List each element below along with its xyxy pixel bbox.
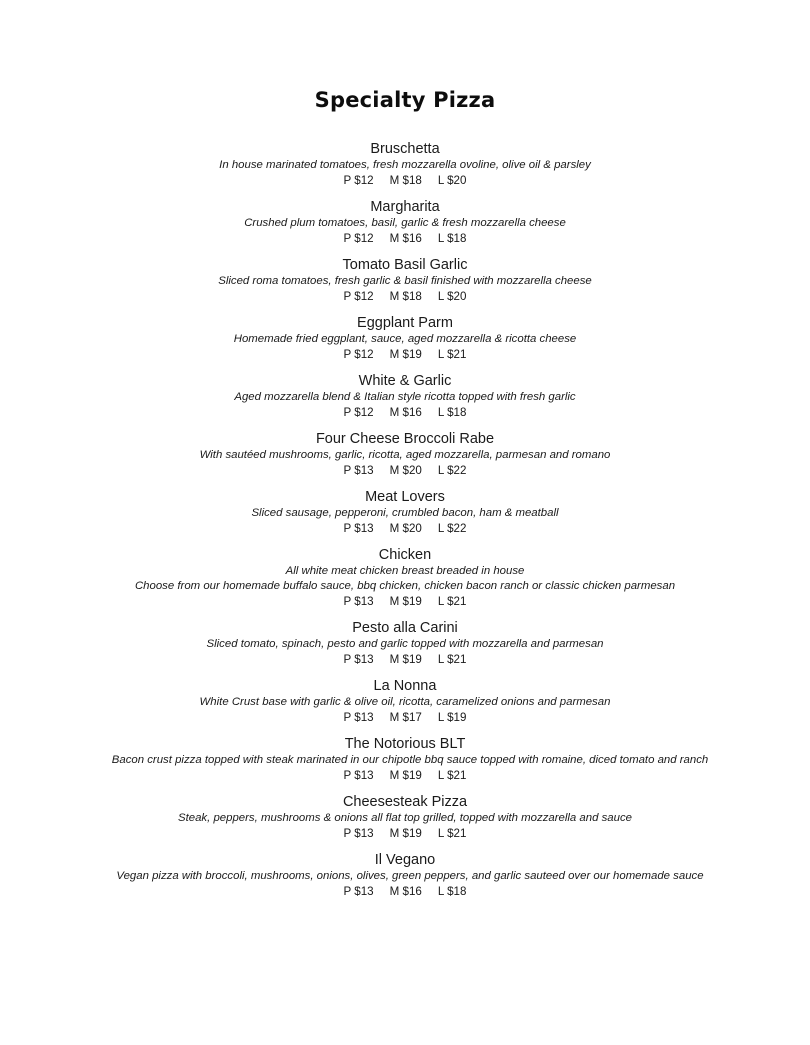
menu-item-price: P $13 — [343, 885, 374, 898]
menu-item-list — [0, 140, 810, 899]
menu-item-description: In house marinated tomatoes, fresh mozzarella ovoline, olive oil & parsley — [219, 159, 591, 171]
menu-item-price: P $13 — [343, 522, 374, 535]
menu-item-prices — [85, 710, 725, 725]
menu-item-name: Cheesesteak Pizza — [342, 794, 468, 810]
menu-item-name: Il Vegano — [374, 852, 436, 868]
menu-item-prices — [85, 884, 725, 899]
menu-item-description: Aged mozzarella blend & Italian style ricotta topped with fresh garlic — [234, 391, 576, 403]
menu-item-name: Bruschetta — [370, 141, 440, 157]
menu-item-price: L $21 — [437, 769, 467, 782]
menu-item-price: M $18 — [389, 174, 422, 187]
menu-item-price: L $19 — [437, 711, 467, 724]
menu-item-name: Pesto alla Carini — [352, 620, 458, 636]
menu-item — [85, 851, 725, 899]
menu-item-prices — [85, 289, 725, 304]
menu-item-price: L $21 — [437, 653, 467, 666]
menu-item — [85, 256, 725, 304]
menu-item-price: P $12 — [343, 348, 374, 361]
menu-item — [85, 488, 725, 536]
menu-item-price: L $22 — [437, 522, 467, 535]
menu-item-price: M $18 — [389, 290, 422, 303]
menu-item-price: L $20 — [437, 174, 467, 187]
menu-item — [85, 735, 725, 783]
menu-item — [85, 619, 725, 667]
menu-item-price: P $13 — [343, 653, 374, 666]
menu-item-price: P $13 — [343, 595, 374, 608]
menu-item-price: M $16 — [389, 885, 422, 898]
menu-item-description: White Crust base with garlic & olive oil, ricotta, caramelized onions and parmesan — [199, 696, 611, 708]
menu-item-description: Steak, peppers, mushrooms & onions all flat top grilled, topped with mozzarella and sauce — [178, 812, 632, 824]
menu-item — [85, 372, 725, 420]
menu-item-price: L $21 — [437, 827, 467, 840]
menu-item-price: M $16 — [389, 406, 422, 419]
page-title: Specialty Pizza — [314, 88, 496, 112]
menu-item-price: P $12 — [343, 174, 374, 187]
menu-item-price: L $18 — [437, 885, 467, 898]
menu-item-name: Margharita — [370, 199, 440, 215]
menu-item-price: M $20 — [389, 522, 422, 535]
menu-item-name: Tomato Basil Garlic — [342, 257, 468, 273]
menu-item-price: M $19 — [389, 827, 422, 840]
menu-item-prices — [85, 521, 725, 536]
menu-item-name: Four Cheese Broccoli Rabe — [315, 431, 495, 447]
menu-item-price: L $18 — [437, 232, 467, 245]
menu-item — [85, 546, 725, 609]
menu-item-prices — [85, 405, 725, 420]
menu-item-prices — [85, 173, 725, 188]
menu-item-prices — [85, 768, 725, 783]
menu-item-price: M $17 — [389, 711, 422, 724]
menu-item-price: L $21 — [437, 595, 467, 608]
menu-item-name: La Nonna — [373, 678, 437, 694]
menu-item-price: P $12 — [343, 290, 374, 303]
menu-item-description: Sliced tomato, spinach, pesto and garlic topped with mozzarella and parmesan — [206, 638, 604, 650]
menu-item-prices — [85, 594, 725, 609]
menu-item-description: Bacon crust pizza topped with steak marinated in our chipotle bbq sauce topped with romaine, diced tomato and ranch — [111, 754, 709, 766]
menu-item-description: Crushed plum tomatoes, basil, garlic & fresh mozzarella cheese — [244, 217, 566, 229]
menu-item-price: P $12 — [343, 406, 374, 419]
menu-item-prices — [85, 347, 725, 362]
menu-item-price: P $13 — [343, 464, 374, 477]
menu-item-price: M $19 — [389, 348, 422, 361]
menu-item-prices — [85, 826, 725, 841]
menu-item — [85, 430, 725, 478]
menu-item-description: Vegan pizza with broccoli, mushrooms, onions, olives, green peppers, and garlic sauteed over our homemade sauce — [116, 870, 704, 882]
menu-item-description: All white meat chicken breast breaded in house — [285, 565, 525, 577]
menu-item-prices — [85, 652, 725, 667]
menu-item-name: The Notorious BLT — [344, 736, 466, 752]
menu-item-price: L $21 — [437, 348, 467, 361]
menu-item-name: White & Garlic — [358, 373, 452, 389]
menu-item-price: P $13 — [343, 711, 374, 724]
menu-item-name: Eggplant Parm — [357, 315, 453, 331]
menu-item — [85, 677, 725, 725]
menu-item-name: Meat Lovers — [365, 489, 445, 505]
menu-item-prices — [85, 463, 725, 478]
menu-item-description: With sautéed mushrooms, garlic, ricotta, aged mozzarella, parmesan and romano — [199, 449, 611, 461]
menu-item-price: M $16 — [389, 232, 422, 245]
menu-item-price: M $19 — [389, 769, 422, 782]
menu-item — [85, 793, 725, 841]
menu-item-description: Homemade fried eggplant, sauce, aged mozzarella & ricotta cheese — [233, 333, 577, 345]
menu-item-price: P $13 — [343, 769, 374, 782]
menu-item-price: L $20 — [437, 290, 467, 303]
menu-item-price: P $12 — [343, 232, 374, 245]
menu-item — [85, 140, 725, 188]
menu-item — [85, 314, 725, 362]
menu-item-price: M $19 — [389, 653, 422, 666]
menu-item-price: P $13 — [343, 827, 374, 840]
menu-item-price: L $18 — [437, 406, 467, 419]
menu-item-description: Sliced roma tomatoes, fresh garlic & basil finished with mozzarella cheese — [218, 275, 592, 287]
menu-item-description: Sliced sausage, pepperoni, crumbled bacon, ham & meatball — [251, 507, 559, 519]
menu-item-price: L $22 — [437, 464, 467, 477]
menu-item-name: Chicken — [378, 547, 432, 563]
menu-item-description: Choose from our homemade buffalo sauce, bbq chicken, chicken bacon ranch or classic chicken parmesan — [134, 580, 676, 592]
menu-item-prices — [85, 231, 725, 246]
menu-item-price: M $20 — [389, 464, 422, 477]
menu-item — [85, 198, 725, 246]
menu-item-price: M $19 — [389, 595, 422, 608]
